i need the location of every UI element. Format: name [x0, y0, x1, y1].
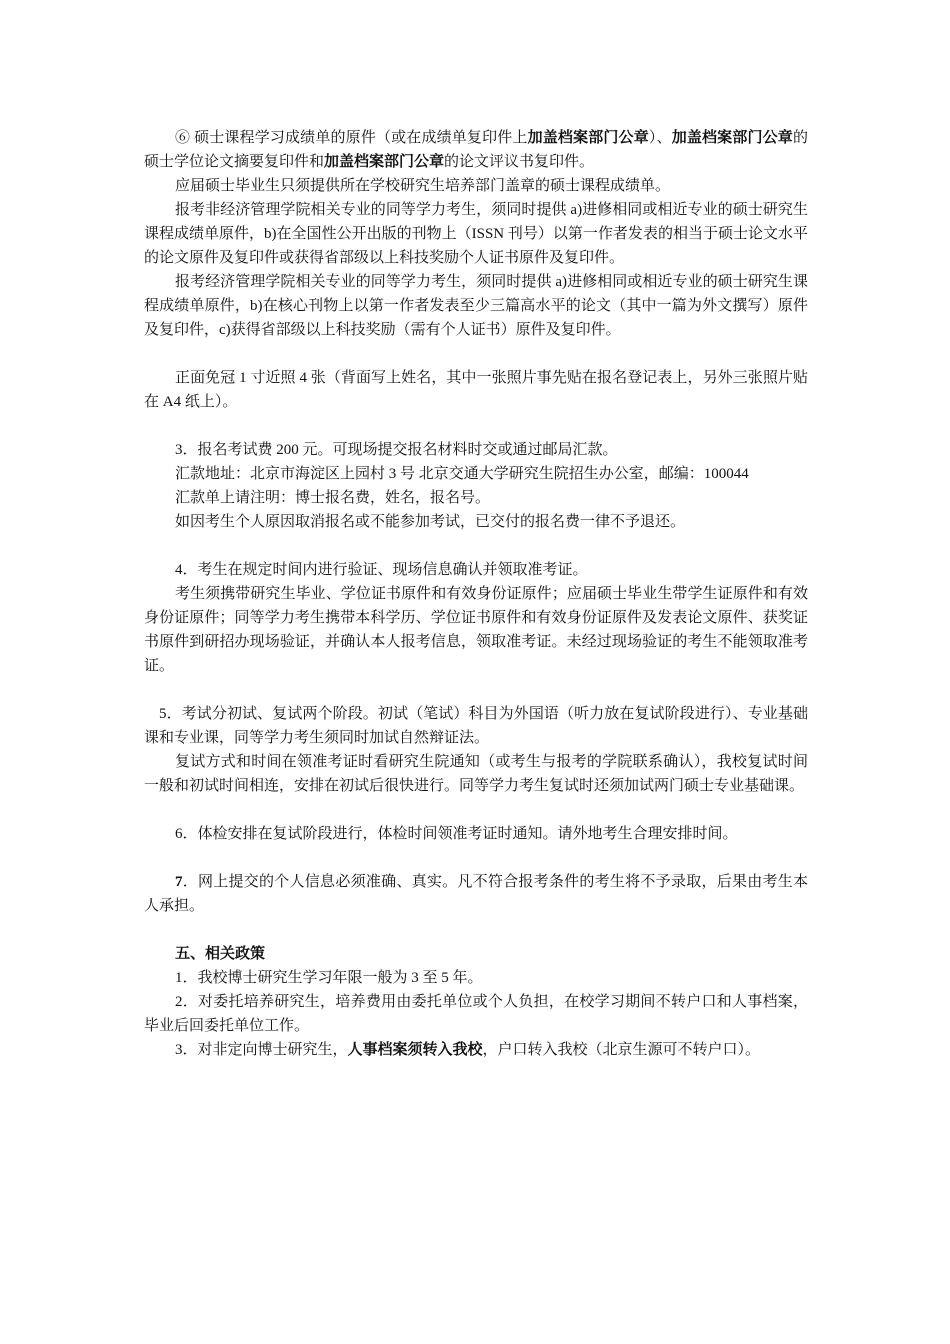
paragraph-verification: 4．考生在规定时间内进行验证、现场信息确认并领取准考证。 [175, 562, 588, 578]
paragraph-equivalent-econ: 报考经济管理学院相关专业的同等学力考生，须同时提供 a)进修相同或相近专业的硕士研究生课程成绩单原件，b)在核心刊物上以第一作者发表至少三篇高水平的论文（其中一篇为外文撰写）原件及复印件，c)获得省部级以上科技奖励（需有个人证书）原件及复印件。 [144, 274, 808, 338]
text-run: 的硕士学位论文摘要复印件和 [144, 130, 808, 170]
paragraph-info-accuracy [144, 870, 808, 918]
paragraph-verification-detail: 考生须携带研究生毕业、学位证书原件和有效身份证原件；应届硕士毕业生带学生证原件和有效身份证原件；同等学力考生携带本科学历、学位证书原件和有效身份证原件及发表论文原件、获奖证书原件到研招办现场验证，并确认本人报考信息，领取准考证。未经过现场验证的考生不能领取准考证。 [144, 586, 808, 674]
text-run: ．网上提交的个人信息必须准确、真实。凡不符合报考条件的考生将不予录取，后果由考生本人承担。 [144, 874, 808, 914]
paragraph-non-directed [144, 1038, 808, 1062]
bold-run: 人事档案须转入我校 [347, 1042, 483, 1058]
spacer [144, 918, 808, 942]
text-run: ）、 [648, 130, 672, 146]
bold-run: 7 [175, 874, 183, 890]
spacer [144, 534, 808, 558]
text-run: 的论文评议书复印件。 [444, 154, 595, 170]
spacer [144, 414, 808, 438]
paragraph-graduate-note: 应届硕士毕业生只须提供所在学校研究生培养部门盖章的硕士课程成绩单。 [175, 178, 671, 194]
paragraph-transcript-requirement [144, 126, 808, 174]
text-run: ，户口转入我校（北京生源可不转户口）。 [482, 1042, 761, 1058]
paragraph-commissioned: 2．对委托培养研究生，培养费用由委托单位或个人负担，在校学习期间不转户口和人事档案，毕业后回委托单位工作。 [144, 994, 808, 1034]
paragraph-remit-note: 汇款单上请注明：博士报名费，姓名，报名号。 [175, 490, 491, 506]
paragraph-retest: 复试方式和时间在领准考证时看研究生院通知（或考生与报考的学院联系确认），我校复试时间一般和初试时间相连，安排在初试后很快进行。同等学力考生复试时还须加试两门硕士专业基础课。 [144, 754, 808, 794]
text-run: 3．对非定向博士研究生， [175, 1042, 348, 1058]
paragraph-fee: 3．报名考试费 200 元。可现场提交报名材料时交或通过邮局汇款。 [175, 442, 618, 458]
paragraph-refund: 如因考生个人原因取消报名或不能参加考试，已交付的报名费一律不予退还。 [175, 514, 686, 530]
document-page [144, 126, 808, 1062]
spacer [144, 678, 808, 702]
paragraph-study-years: 1．我校博士研究生学习年限一般为 3 至 5 年。 [175, 970, 483, 986]
bold-run: 加盖档案部门公章 [527, 130, 649, 146]
bold-run: 加盖档案部门公章 [671, 130, 793, 146]
paragraph-equivalent-non-econ: 报考非经济管理学院相关专业的同等学力考生，须同时提供 a)进修相同或相近专业的硕士研究生课程成绩单原件，b)在全国性公开出版的刊物上（ISSN 刊号）以第一作者发表的相当于硕士论文水平的论文原件及复印件或获得省部级以上科技奖励个人证书原件及复印件。 [144, 202, 808, 266]
paragraph-health-check: 6．体检安排在复试阶段进行，体检时间领准考证时通知。请外地考生合理安排时间。 [175, 826, 738, 842]
paragraph-photo: 正面免冠 1 寸近照 4 张（背面写上姓名，其中一张照片事先贴在报名登记表上，另外三张照片贴在 A4 纸上）。 [144, 370, 808, 410]
section-title: 五、相关政策 [175, 946, 266, 962]
paragraph-exam-stages: 5．考试分初试、复试两个阶段。初试（笔试）科目为外国语（听力放在复试阶段进行）、专业基础课和专业课，同等学力考生须同时加试自然辩证法。 [144, 706, 808, 746]
spacer [144, 342, 808, 366]
bold-run: 加盖档案部门公章 [324, 154, 445, 170]
spacer [144, 846, 808, 870]
text-run: ⑥ 硕士课程学习成绩单的原件（或在成绩单复印件上 [175, 130, 528, 146]
paragraph-remit-address: 汇款地址：北京市海淀区上园村 3 号 北京交通大学研究生院招生办公室，邮编：100044 [175, 466, 749, 482]
spacer [144, 798, 808, 822]
